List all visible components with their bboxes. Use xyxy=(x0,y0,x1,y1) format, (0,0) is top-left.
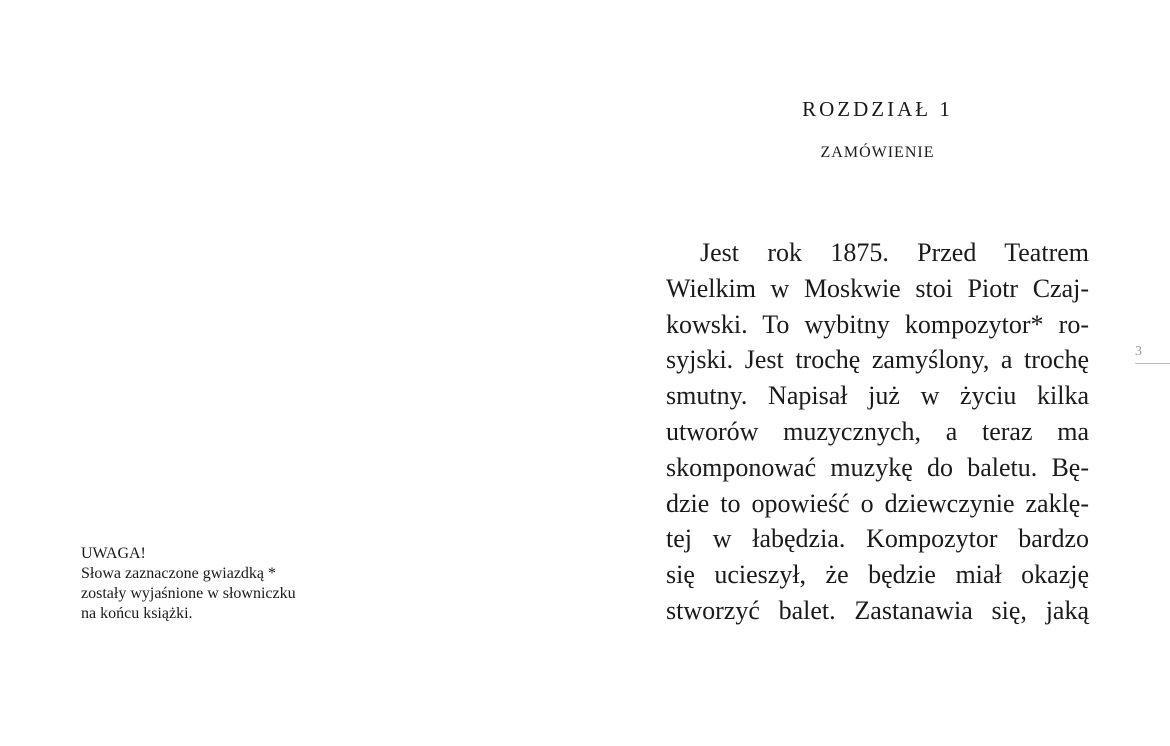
note-heading: UWAGA! xyxy=(81,545,146,562)
chapter-title: ROZDZIAŁ 1 xyxy=(802,97,953,121)
page-number: 3 xyxy=(1135,344,1142,359)
text-line: syjski. Jest trochę zamyślony, a trochę xyxy=(666,345,1089,375)
text-line: Wielkim w Moskwie stoi Piotr Czaj- xyxy=(666,273,1089,303)
text-line: Jest rok 1875. Przed Teatrem xyxy=(700,238,1089,267)
note-line: zostały wyjaśnione w słowniczku xyxy=(81,585,296,602)
text-line: się ucieszył, że będzie miał okazję xyxy=(666,560,1089,590)
text-line: kowski. To wybitny kompozytor* ro- xyxy=(666,309,1089,339)
note-line: na końcu książki. xyxy=(81,605,193,622)
text-line: tej w łabędzia. Kompozytor bardzo xyxy=(666,524,1089,554)
chapter-subtitle: ZAMÓWIENIE xyxy=(820,144,935,161)
text-line: utworów muzycznych, a teraz ma xyxy=(666,416,1089,446)
text-line: smutny. Napisał już w życiu kilka xyxy=(666,381,1089,411)
body-paragraph xyxy=(666,235,1089,629)
text-line: stworzyć balet. Zastanawia się, jaką xyxy=(666,595,1089,625)
footnote-note xyxy=(81,544,341,624)
text-line: dzie to opowieść o dziewczynie zaklę- xyxy=(666,488,1089,518)
page-number-rule xyxy=(1135,363,1170,364)
text-line: skomponować muzykę do baletu. Bę- xyxy=(666,452,1089,482)
note-line: Słowa zaznaczone gwiazdką * xyxy=(81,565,277,582)
